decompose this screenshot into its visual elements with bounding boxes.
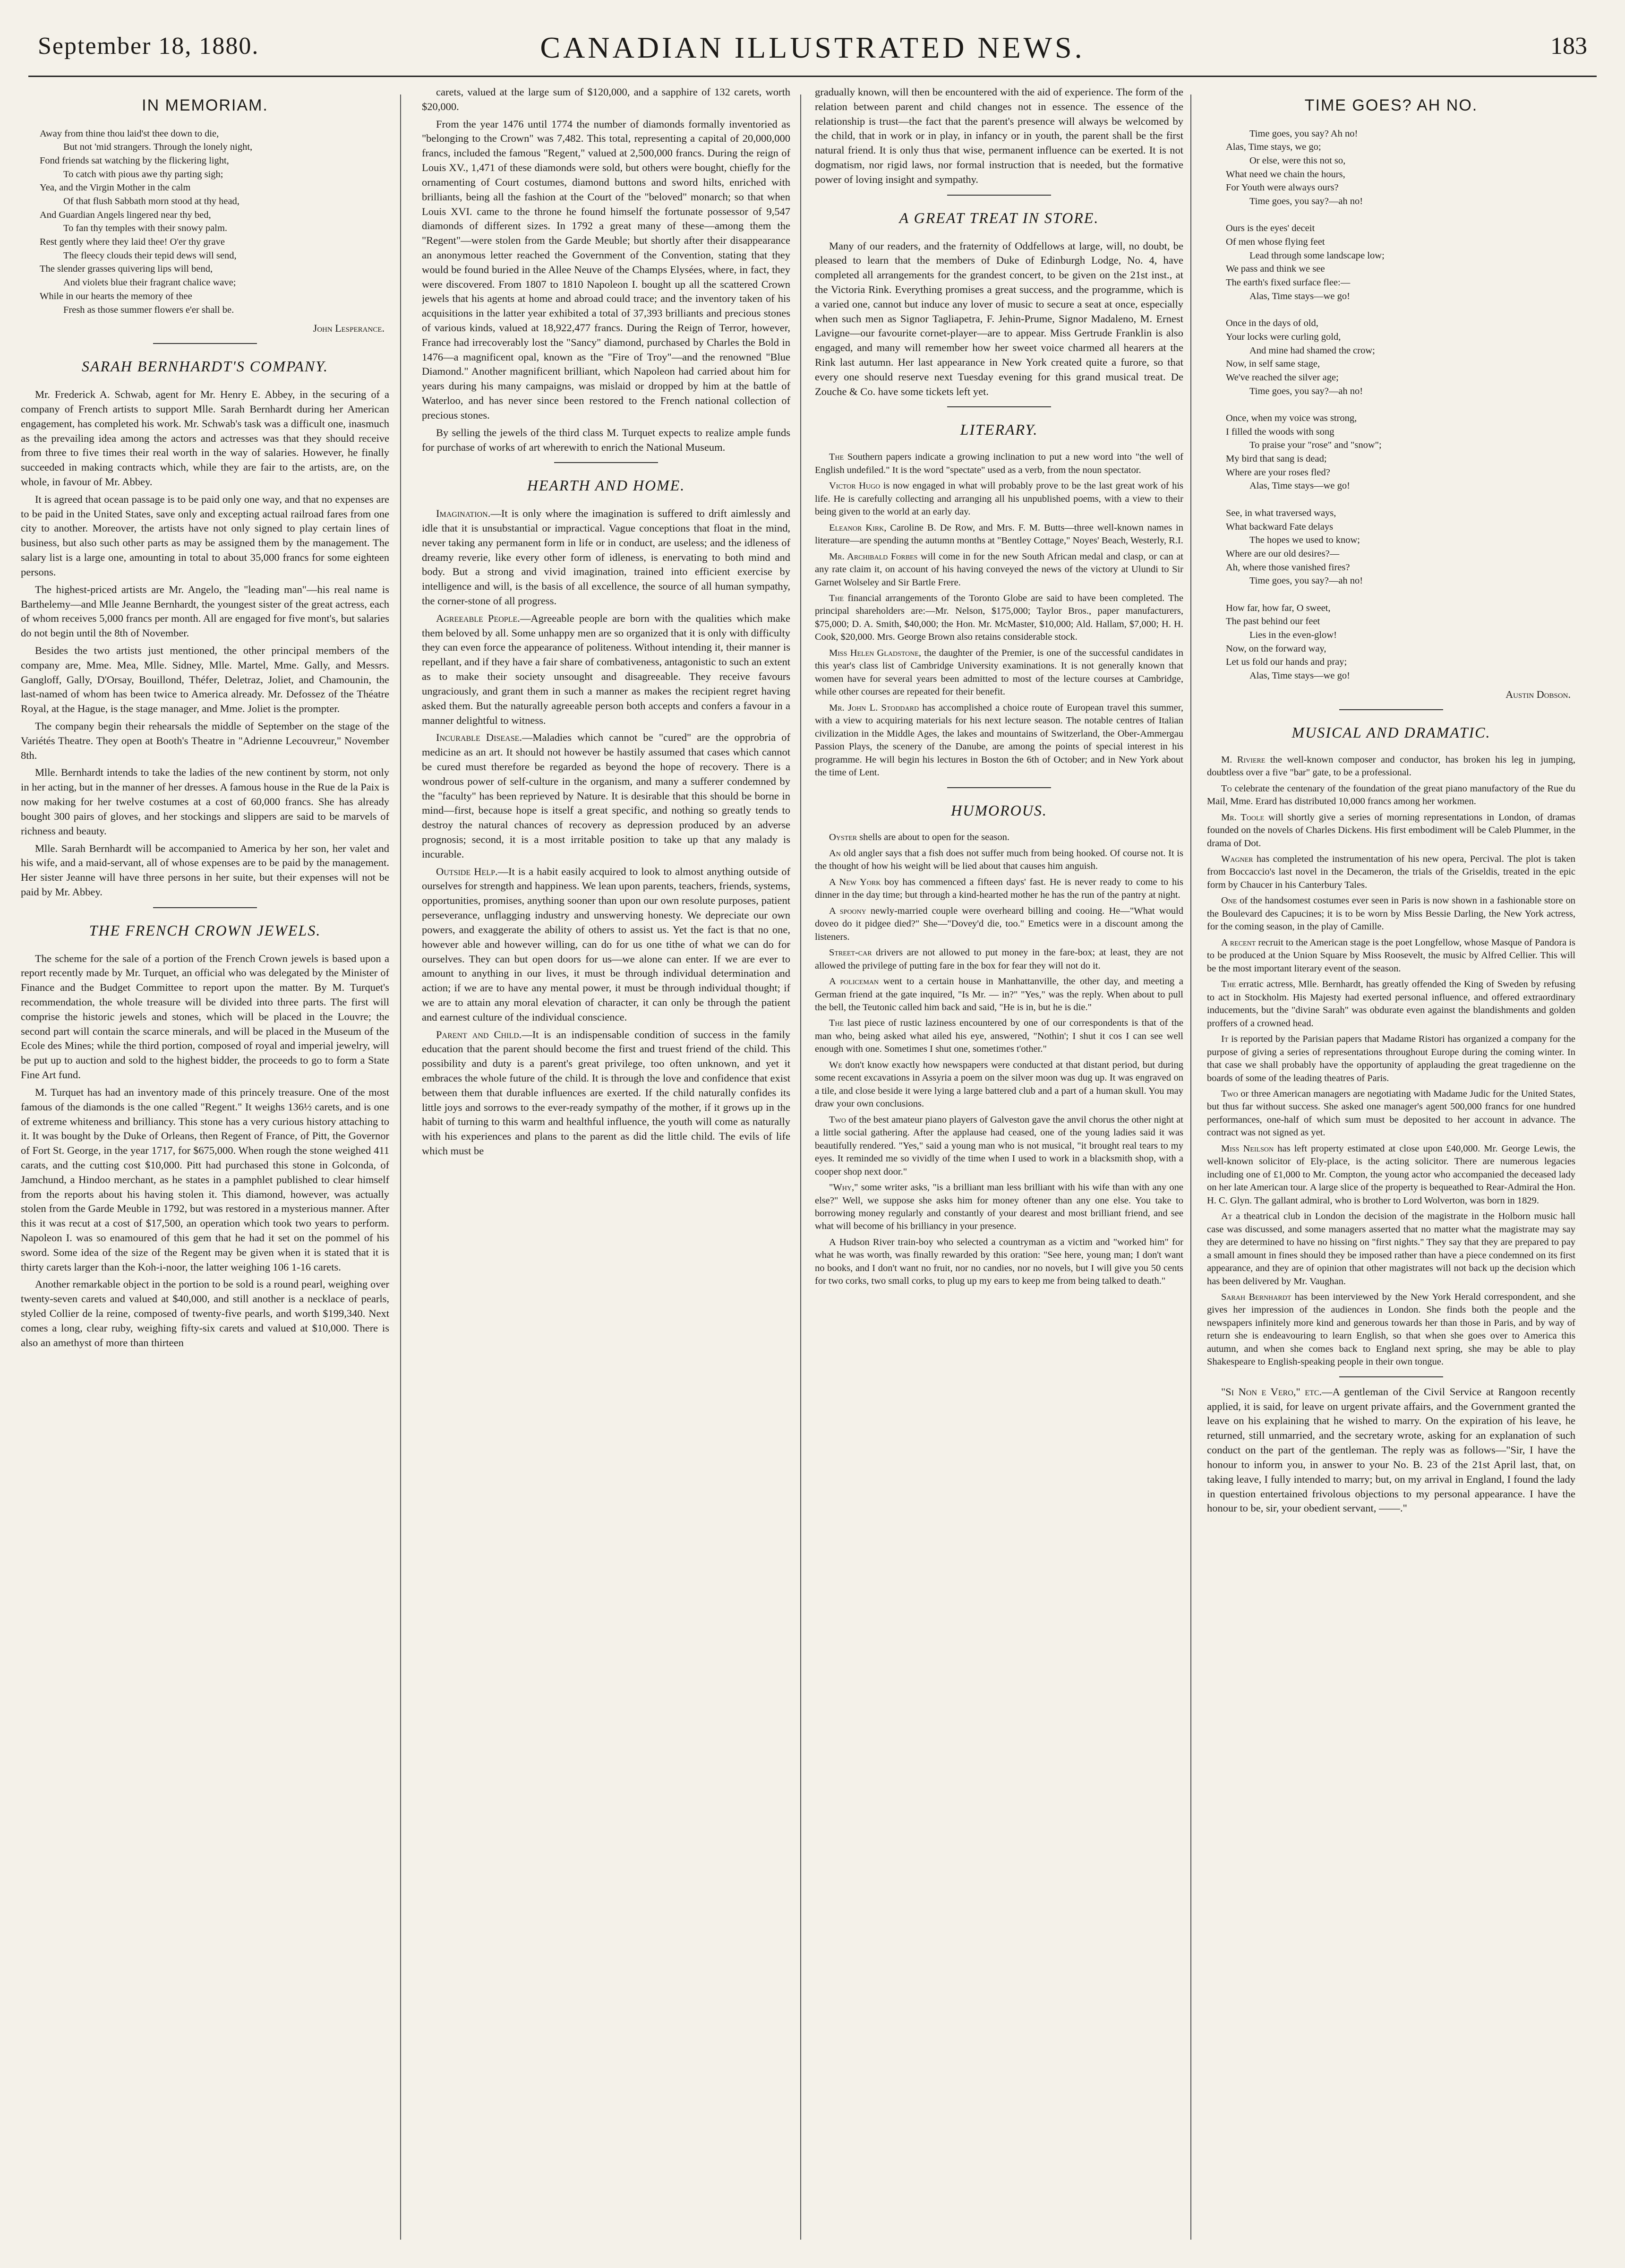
paragraph-text: newly-married couple were overheard billing and cooing. He—"What would doveo do it pidgee died?" She—"Dovey'd die, too." Emetics were in a discount among the listeners.: [815, 905, 1183, 942]
poem-line: While in our hearts the memory of thee: [40, 291, 192, 301]
sarah-title: SARAH BERNHARDT'S COMPANY.: [82, 358, 328, 375]
hearth-title: HEARTH AND HOME.: [527, 477, 685, 494]
poem-line: Time goes, you say?—ah no!: [1249, 576, 1363, 586]
paragraph-text: —A gentleman of the Civil Service at Rangoon recently applied, it is said, for leave on urgent private affairs, and the Government granted the leave on his explaining that he wished to marry. On the expiration of his leave, he returned, still unmarried, and the secretary wrote, asking for an explanation of such conduct on the part of the gentleman. The reply was as follows—"Sir, I have the honour to inform you, in answer to your No. B. 23 of the 21st April last, that, on taking leave, I fully intended to marry; but, on my arrival in England, I found the lady in question entertained frivolous objections to my personal appearance. I have the honour to be, sir, your obedient servant, ——.": [1207, 1385, 1575, 1514]
poem-line: The past behind our feet: [1226, 616, 1320, 627]
paragraph-lead: Two: [1221, 1088, 1238, 1099]
poem-line: [1226, 398, 1575, 412]
paragraph: [815, 451, 1183, 477]
poem-line: What need we chain the hours,: [1226, 169, 1345, 180]
paragraph-lead: "Why,": [829, 1182, 858, 1193]
literary-article: [815, 451, 1183, 779]
paragraph-lead: Victor Hugo: [829, 481, 881, 491]
paragraph-lead: Imagination.: [436, 507, 491, 520]
poem-line: Where are your roses fled?: [1226, 467, 1330, 478]
section-rule: [1339, 1376, 1443, 1377]
time-goes-poem: [1226, 127, 1575, 683]
paragraph-text: some writer asks, "is a brilliant man less brilliant with his wife than with any one else?" Well, we suppose she asks him for money oftener than any one else. You take to borrowing money regularly and constantly of your dearest and most brilliant friend, and see what will become of his brilliancy in your presence.: [815, 1182, 1183, 1232]
poem-line: Your locks were curling gold,: [1226, 331, 1341, 342]
literary-title: LITERARY.: [960, 421, 1038, 438]
paragraph: By selling the jewels of the third class M. Turquet expects to realize ample funds for purchase of works of art wherewith to enrich the National Museum.: [422, 426, 790, 453]
paragraph: [1207, 936, 1575, 975]
paragraph-text: the well-known composer and conductor, has broken his leg in jumping, doubtless over a five "bar" gate, to be a professional.: [1207, 754, 1575, 778]
memoriam-poem: [40, 127, 389, 317]
poem-line: Alas, Time stays, we go;: [1226, 142, 1321, 153]
paragraph: [815, 1181, 1183, 1233]
paragraph: Another remarkable object in the portion to be sold is a round pearl, weighing over twenty-seven carets and valued at $40,000, and still another is a necklace of pearls, styled Collier de la reine, composed of twenty-five pearls, and worth $199,340. Next comes a long, clear ruby, weighing fifty-six carets and valued at $10,000. There is also an amethyst of more than thirteen: [21, 1278, 389, 1349]
paragraph-lead: A New York: [829, 876, 881, 887]
poem-line: My bird that sang is dead;: [1226, 454, 1327, 464]
humorous-article: [815, 831, 1183, 1288]
jewels-continued: [422, 85, 790, 455]
paragraph-text: Southern papers indicate a growing inclination to put a new word into "the well of English undefiled." It is the word "spectate" used as a verb, from the noun spectator.: [815, 452, 1183, 475]
section-rule: [1339, 709, 1443, 710]
paragraph-lead: Street-car: [829, 947, 872, 958]
poem-line: We pass and think we see: [1226, 264, 1325, 275]
poem-line: How far, how far, O sweet,: [1226, 602, 1331, 613]
paragraph-text: of the handsomest costumes ever seen in Paris is now shown in a fashionable store on the Boulevard des Capucines; it is to be worn by Miss Bessie Darling, the New York actress, for the coming season, in the play of Camille.: [1207, 895, 1575, 932]
poem-line: Or else, were this not so,: [1249, 155, 1346, 166]
column-rule: [1190, 94, 1191, 2240]
paragraph-lead: Eleanor Kirk,: [829, 522, 887, 533]
poem-line: The slender grasses quivering lips will bend,: [40, 264, 213, 275]
poem-line: The fleecy clouds their tepid dews will send,: [63, 250, 237, 261]
paragraph-text: shells are about to open for the season.: [857, 832, 1009, 843]
paragraph-lead: Sarah Bernhardt: [1221, 1292, 1291, 1302]
poem-line: See, in what traversed ways,: [1226, 507, 1336, 518]
paragraph: [422, 865, 790, 1025]
paragraph-text: a theatrical club in London the decision of the magistrate in the Holborn music hall case was discussed, and some managers asserted that no matter what the magistrate may say they are determined to have no hissing on "first nights." They say that they are prepared to pay a small amount in fines should they be imposed rather than have a piece condemned on its first appearance, and they are of opinion that other magistrates will not back up the decision which has been delivered by Mr. Vaughan.: [1207, 1211, 1575, 1287]
paragraph: [815, 946, 1183, 972]
paragraph-lead: One: [1221, 895, 1237, 906]
paragraph: [1207, 754, 1575, 780]
paragraph: [815, 1114, 1183, 1178]
paragraph-lead: Incurable Disease.: [436, 731, 522, 744]
paragraph-text: —It is only where the imagination is suffered to drift aimlessly and idle that it is unsubstantial or impractical. Vague conceptions that float in the mind, never taking any permanent form in life or in conduct, are useless; and the idleness of dreamy reverie, like every other form of idleness, is enervating to both mind and body. But a strong and vivid imagination, trained into efficient exercise by intelligence and will, is the basis of all excellence, the source of all human sympathy, the corner-stone of all progress.: [422, 507, 790, 607]
paragraph: [1207, 894, 1575, 933]
paragraph: [422, 611, 790, 728]
poem-line: Fond friends sat watching by the flickering light,: [40, 155, 229, 166]
paragraph-lead: A spoony: [829, 905, 866, 916]
paragraph-text: erratic actress, Mlle. Bernhardt, has greatly offended the King of Sweden by refusing to act in Stockholm. His Majesty had exerted personal influence, and offered extraordinary inducements, but the "divine Sarah" was obdurate even against the blandishments and golden proffers of a crowned head.: [1207, 979, 1575, 1029]
poem-line: And mine had shamed the crow;: [1249, 345, 1375, 356]
paragraph-lead: Agreeable People.: [436, 612, 520, 624]
newspaper-title: CANADIAN ILLUSTRATED NEWS.: [540, 31, 1085, 64]
paragraph-lead: Miss Neilson: [1221, 1143, 1274, 1154]
paragraph: From the year 1476 until 1774 the number of diamonds formally inventoried as "belonging to the Crown" was 7,482. This total, representing a capital of 20,000,000 francs, included the famous "Regent," valued at 2,500,000 francs. During the reign of Louis XV., 1,471 of these diamonds were sold, but others were bought, chiefly for the ornamenting of Court costumes, diamond buttons and sword hilts, enriched with brilliants, being all the fashion at the Court of the "beloved" monarch; so that when Louis XVI. came to the throne he found himself the fortunate possessor of 9,547 diamonds of different sizes. In 1792 a great many of these—among them the "Regent"—were stolen from the Garde Meuble; but shortly after their disappearance an anonymous letter reached the Government of the Convention, stating that they would be found buried in the Allee Neuve of the Champs Elysées, where, in fact, they were discovered. From 1807 to 1810 Napoleon I. bought up all the scattered Crown jewels that his agents at home and abroad could trace; and the inventory taken of his acquisitions in the latter year exhibited a total of 37,393 brilliants and precious stones of various kinds, valued at 18,922,477 francs. During the Reign of Terror, however, France had irrecoverably lost the "Sancy" diamond, purchased by Charles the Bold in 1476—a magnificent opal, known as the "Fire of Troy"—and the renowned "Blue Diamond." Another magnificent brilliant, which Napoleon had carried about him for years during his many campaigns, was mislaid or dropped by him at the battle of Waterloo, and has never since been restored to the French national collection of precious stones.: [422, 118, 790, 421]
paragraph: Many of our readers, and the fraternity of Oddfellows at large, will, no doubt, be pleased to learn that the members of Duke of Edinburgh Lodge, No. 4, have completed all arrangements for the grandest concert, to be given on the 21st inst., at the Victoria Rink. Everything promises a great success, and the programme, which is a varied one, cannot but induce any lover of music to secure a seat at once, especially when such men as Signor Tagliapetra, F. Jehin-Prume, Signor Madaleno, M. Ernest Lavigne—our favourite cornet-player—are to appear. Miss Gertrude Franklin is also engaged, and many will remember how her sweet voice charmed all hearers at the Rink last autumn. Her last appearance in New York created quite a furore, so that every one should reserve next Tuesday evening for this grand musical treat. De Zouche & Co. have some tickets left yet.: [815, 240, 1183, 397]
poem-line: Of men whose flying feet: [1226, 237, 1325, 248]
paragraph-text: is now engaged in what will probably prove to be the last great work of his life. He is carefully collecting and arranging all his unpublished poems, with a view to their being given to the world at an early day.: [815, 481, 1183, 517]
column-rule: [400, 94, 401, 2240]
masthead: [19, 9, 1606, 66]
poem-line: Lies in the even-glow!: [1249, 630, 1337, 641]
paragraph-lead: Mr. Toole: [1221, 812, 1265, 823]
paragraph: The scheme for the sale of a portion of the French Crown jewels is based upon a report recently made by Mr. Turquet, an official who was delegated by the Minister of Finance and the Budget Committee to report upon the matter. By M. Turquet's recommendation, the whole treasure will be divided into three parts. The first will comprise the historic jewels and stones, which will be placed in the Louvre; the second part will contain the scarce minerals, and will be placed in the Museum of the Ecole des Mines; while the third portion, composed of royal and imperial jewelry, will be put up to auction and sold to the highest bidder, the proceeds to go to form a State Fine Art fund.: [21, 952, 389, 1081]
humorous-title: HUMOROUS.: [951, 801, 1047, 819]
jewels-title: THE FRENCH CROWN JEWELS.: [89, 921, 321, 939]
column-4: [1207, 85, 1575, 2240]
poem-line: Alas, Time stays—we go!: [1249, 670, 1350, 681]
poem-line: Ah, where those vanished fires?: [1226, 562, 1350, 573]
paragraph-lead: To: [1221, 783, 1232, 794]
poem-line: We've reached the silver age;: [1226, 372, 1339, 383]
paragraph: carets, valued at the large sum of $120,000, and a sapphire of 132 carets, worth $20,000.: [422, 86, 790, 112]
poem-line: Rest gently where they laid thee! O'er thy grave: [40, 237, 225, 248]
paragraph: It is agreed that ocean passage is to be paid only one way, and that no expenses are to be paid in the United States, save only and excepting actual railroad fares from one city to another. Moreover, the artists have not only signed to play certain lines of business, but also such other parts as may be assigned them by the management. The salary list is a large one, amounting in total to about 35,000 francs for some eighteen persons.: [21, 493, 389, 578]
paragraph-text: has accomplished a choice route of European travel this summer, with a view to acquiring materials for his next lecture season. The notable centres of Italian civilization in the Middle Ages, the lakes and mountains of Switzerland, the Ober-Ammergau Passion Plays, the scenery of the Danube, are among the points of special interest in his programme. He will begin his lectures in Boston the 6th of October; and in New York about the time of Lent.: [815, 702, 1183, 778]
paragraph-text: Caroline B. De Row, and Mrs. F. M. Butts—three well-known names in literature—are spending the autumn months at "Bentley Cottage," Noyes' Beach, Westerly, R.I.: [815, 522, 1183, 546]
poem-line: [1226, 208, 1575, 222]
poem-line: Fresh as those summer flowers e'er shall be.: [63, 304, 234, 315]
section-rule: [947, 195, 1051, 196]
paragraph: [815, 831, 1183, 844]
paragraph: [815, 550, 1183, 589]
paragraph: [815, 975, 1183, 1014]
poem-line: The earth's fixed surface flee:—: [1226, 277, 1351, 288]
musical-title: MUSICAL AND DRAMATIC.: [1291, 723, 1491, 741]
paragraph: [1207, 782, 1575, 808]
paragraph: [1207, 1088, 1575, 1140]
page-number: 183: [1550, 33, 1587, 60]
paragraph-lead: M. Riviere: [1221, 754, 1266, 765]
poem-line: Of that flush Sabbath morn stood at thy head,: [63, 196, 239, 207]
paragraph-text: the daughter of the Premier, is one of the successful candidates in this year's class list of Cambridge University examinations. It is not generally known that women have for several years been admitted to most of the lecture courses at Cambridge, while other courses are repeated for their benefit.: [815, 647, 1183, 697]
poem-line: Time goes, you say?—ah no!: [1249, 196, 1363, 207]
paragraph-lead: At: [1221, 1211, 1232, 1222]
paragraph: [422, 1028, 790, 1159]
paragraph: Mlle. Sarah Bernhardt will be accompanied to America by her son, her valet and his wife, and a maid-servant, all of whose expenses are to be paid by the management. Her sister Jeanne will have three persons in her suite, but their expenses will not be paid by Mr. Abbey.: [21, 842, 389, 898]
poem-line: The hopes we used to know;: [1249, 535, 1360, 546]
paragraph: Mlle. Bernhardt intends to take the ladies of the new continent by storm, not only in her acting, but in the manner of her dresses. A famous house in the Rue de la Paix is now making for her twelve costumes at a cost of 60,000 francs. She has already bought 300 pairs of gloves, and her stockings and slippers are said to be marvels of richness and beauty.: [21, 766, 389, 837]
poem-line: [1226, 493, 1575, 507]
issue-date: September 18, 1880.: [38, 33, 259, 60]
paragraph-lead: The: [1221, 979, 1236, 990]
poem-line: And violets blue their fragrant chalice wave;: [63, 277, 236, 288]
header-rule: [28, 76, 1597, 77]
paragraph: The company begin their rehearsals the middle of September on the stage of the Variétés Theatre. They open at Booth's Theatre in "Adrienne Lecouvreur," November 8th.: [21, 720, 389, 761]
section-rule: [554, 462, 658, 463]
poem-line: To catch with pious awe thy parting sigh;: [63, 169, 223, 180]
paragraph: [815, 522, 1183, 548]
paragraph-lead: Miss Helen Gladstone,: [829, 647, 922, 658]
paragraph-text: will come in for the new South African medal and clasp, or can at any rate claim it, on account of his having conveyed the news of the victory at Ulundi to Sir Garnet Wolseley and Sir Bartle Frere.: [815, 551, 1183, 588]
jewels-article: [21, 952, 389, 1350]
section-rule: [153, 343, 257, 344]
paragraph-lead: Oyster: [829, 832, 857, 843]
paragraph-text: of the best amateur piano players of Galveston gave the anvil chorus the other night at a little social gathering. After the applause had ceased, one of the young ladies said it was beautifully rendered. "Yes," said a young man who is not musical, "it brought real tears to my eyes. It reminded me so vividly of the time when I used to work in a blacksmith shop, with a cooper shop next door.": [815, 1114, 1183, 1177]
poem-line: To fan thy temples with their snowy palm.: [63, 223, 228, 234]
paragraph-text: recruit to the American stage is the poet Longfellow, whose Masque of Pandora is to be produced at the Union Square by Miss Roosevelt, the music by Alfred Cellier. This will be the most important literary event of the season.: [1207, 937, 1575, 974]
paragraph-text: has been interviewed by the New York Herald correspondent, and she gives her impression of the audiences in London. She finds both the people and the newspapers infinitely more kind and generous towards her than those in Paris, and by way of return she is endeavouring to learn English, so that when she goes over to America this autumn, and when she comes back to England next spring, she may be able to play Shakespeare to English-speaking people in their own tongue.: [1207, 1292, 1575, 1367]
paragraph-text: last piece of rustic laziness encountered by one of our correspondents is that of the man who, being asked what ailed his eye, answered, "Nothin'; I shut it cos I can see well enough with one. Sometimes I shut one, sometimes t'other.": [815, 1018, 1183, 1055]
section-rule: [947, 787, 1051, 788]
poem-line: Yea, and the Virgin Mother in the calm: [40, 182, 191, 193]
paragraph: [815, 1236, 1183, 1288]
paragraph: [1207, 1143, 1575, 1207]
column-2: [422, 85, 790, 2240]
paragraph: [1207, 853, 1575, 892]
paragraph-lead: An: [829, 848, 841, 859]
poem-line: Now, in self same stage,: [1226, 359, 1320, 369]
paragraph-text: don't know exactly how newspapers were conducted at that distant period, but during some recent excavations in Assyria a poem on the silver moon was dug up. It was engraved on a tile, and close beside it were lying a large battered club and a part of a human skull. You may draw your own conclusions.: [815, 1059, 1183, 1109]
paragraph-lead: Two: [829, 1114, 846, 1125]
paragraph-lead: Parent and Child.: [436, 1028, 522, 1040]
paragraph: [1207, 978, 1575, 1030]
paragraph-lead: A policeman: [829, 976, 879, 987]
paragraph: [815, 702, 1183, 780]
paragraph-text: celebrate the centenary of the foundation of the great piano manufactory of the Rue du Mail, Mme. Erard has distributed 10,000 francs among her workmen.: [1207, 783, 1575, 807]
paragraph-lead: It: [1221, 1034, 1229, 1045]
hearth-continued: gradually known, will then be encountered with the aid of experience. The form of the relation between parent and child changes not in essence. The essence of the relationship is trust—the fact that the parent's presence will always be welcomed by the child, that in work or in play, in infancy or in youth, the parent shall be the first natural friend. It is only thus that wise, permanent influence can be exerted. It is not dogmatism, nor rigid laws, nor formal instruction that is needed, but the formative power of loving insight and sympathy.: [815, 86, 1183, 185]
paragraph-lead: The: [829, 452, 844, 463]
paragraph-text: —Agreeable people are born with the qualities which make them beloved by all. Some unhappy men are so organized that it is only with difficulty they can even force the appearance of politeness. Without intending it, their manner is repellant, and if they have a fair share of combativeness, antagonistic to such an extent as to make their society unsought and disagreeable. They receive favours ungraciously, and grant them in such a manner as makes the recipient regret having asked them. But the naturally agreeable person both accepts and confers a favour in a manner delightful to witness.: [422, 612, 790, 726]
paragraph: [1207, 1210, 1575, 1288]
paragraph: [422, 730, 790, 861]
section-rule: [947, 406, 1051, 407]
memoriam-author: John Lesperance.: [313, 322, 385, 335]
paragraph-lead: Wagner: [1221, 854, 1253, 864]
column-rule: [800, 94, 801, 2240]
hearth-article: [422, 507, 790, 1159]
paragraph: [422, 507, 790, 609]
paragraph-lead: Outside Help.: [436, 865, 498, 877]
paragraph-lead: The: [829, 593, 844, 603]
poem-line: Time goes, you say? Ah no!: [1249, 128, 1358, 139]
paragraph-lead: A recent: [1221, 937, 1256, 948]
section-rule: [153, 907, 257, 908]
poem-line: Once in the days of old,: [1226, 318, 1318, 329]
paragraph: [815, 647, 1183, 699]
poem-line: Time goes, you say?—ah no!: [1249, 386, 1363, 396]
paragraph-lead: Mr. John L. Stoddard: [829, 702, 919, 713]
paragraph: [815, 1059, 1183, 1111]
paragraph-lead: A: [829, 1237, 836, 1247]
treat-title: A GREAT TREAT IN STORE.: [899, 209, 1099, 226]
paragraph-lead: The: [829, 1018, 844, 1029]
column-1: [21, 85, 389, 2240]
poem-line: To praise your "rose" and "snow";: [1249, 440, 1382, 451]
paragraph-lead: Mr. Archibald Forbes: [829, 551, 918, 562]
paragraph-text: —Maladies which cannot be "cured" are the opprobria of medicine as an art. It should not however be hastily assumed that cases which cannot be cured must therefore be regarded as beyond the hope of recovery. There is a wondrous power of self-culture in the organism, and many a sufferer condemned by the "faculty" has been reprieved by Nature. It is desirable that this should be borne in mind—first, because hope is itself a great specific, and nothing so greatly tends to destroy the natural chances of recovery as depression produced by an adverse prognosis; second, it is a most irritable position to take up that any malady is incurable.: [422, 731, 790, 860]
poem-line: I filled the woods with song: [1226, 426, 1334, 437]
poem-line: Alas, Time stays—we go!: [1249, 291, 1350, 301]
musical-article: [1207, 754, 1575, 1369]
paragraph: [815, 480, 1183, 518]
paragraph: Besides the two artists just mentioned, the other principal members of the company are, Mme. Mea, Mlle. Sidney, Mlle. Martel, Mme. Gally, and Messrs. Gangloff, Gally, D'Orsay, Bouillond, Théfer, Deletraz, Joliet, and Chamounin, the last-named of whom has been twice to America already. Mr. Defossez of the Théatre Royal, at the Hague, is the stage manager, and Mme. Joliet is the prompter.: [21, 644, 389, 715]
paragraph-lead: "Si Non e Vero," etc.: [1221, 1385, 1322, 1398]
poem-line: And Guardian Angels lingered near thy bed,: [40, 209, 211, 220]
paragraph-text: is reported by the Parisian papers that Madame Ristori has organized a company for the purpose of giving a series of representations throughout Europe during the coming winter. In that case we shall probably have the opportunity of applauding the great tragedienne on the boards of some of the leading theatres of Paris.: [1207, 1034, 1575, 1083]
paragraph: [1207, 1291, 1575, 1369]
paragraph: [815, 905, 1183, 944]
paragraph-lead: We: [829, 1059, 842, 1070]
paragraph: [815, 1017, 1183, 1056]
paragraph-text: financial arrangements of the Toronto Globe are said to have been completed. The principal shareholders are:—Mr. Nelson, $175,000; Taylor Bros., paper manufacturers, $75,000; D. A. Smith, $40,000; the Hon. Mr. McMaster, $10,000; Ald. Hallam, $7,000; H. H. Cook, $20,000. Mrs. George Brown also retains considerable stock.: [815, 593, 1183, 643]
paragraph: The highest-priced artists are Mr. Angelo, the "leading man"—his real name is Barthelemy—and Mlle Jeanne Bernhardt, the youngest sister of the great actress, each of whom receives 5,000 francs per month. All are engaged for five mont's, but salaries do not begin until the 8th of November.: [21, 583, 389, 639]
paragraph-text: old angler says that a fish does not suffer much from being hooked. Of course not. It is the thought of how his weight will be lied about that causes him anguish.: [815, 848, 1183, 872]
poem-line: Once, when my voice was strong,: [1226, 413, 1357, 424]
poem-line: [1226, 588, 1575, 601]
poem-line: Away from thine thou laid'st thee down to die,: [40, 128, 219, 139]
poem-line: But not 'mid strangers. Through the lonely night,: [63, 142, 253, 153]
paragraph-text: has completed the instrumentation of his new opera, Percival. The plot is taken from Boccaccio's last novel in the Decameron, the trials of the Griseldis, treated in the epic form by Chaucer in his Canterbury Tales.: [1207, 854, 1575, 890]
poem-line: Alas, Time stays—we go!: [1249, 481, 1350, 491]
paragraph-text: or three American managers are negotiating with Madame Judic for the United States, but thus far without success. She asked one manager's agent 500,000 francs for one hundred performances, one-half of which sum must be deposited to her account in advance. The contract was not signed as yet.: [1207, 1088, 1575, 1138]
sarah-article: [21, 387, 389, 900]
paragraph: [815, 592, 1183, 644]
time-goes-author: Austin Dobson.: [1505, 688, 1571, 700]
column-3: [815, 85, 1183, 2240]
paragraph-text: has left property estimated at close upon £40,000. Mr. George Lewis, the well-known solicitor of Ely-place, is the acting solicitor. There are numerous legacies including one of £1,000 to Mr. Compton, the young actor who accompanied the deceased lady on her late American tour. A large slice of the property is bequeathed to Rear-Admiral the Hon. H. C. Glyn. The gallant admiral, who is brother to Lord Wolverton, was born in 1829.: [1207, 1143, 1575, 1206]
paragraph-text: went to a certain house in Manhattanville, the other day, and meeting a German friend at the gate inquired, "Is Mr. — in?" "Yes," was the reply. When about to pull the bell, the Teutonic called him back and said, "He is in, but he is die.": [815, 976, 1183, 1013]
paragraph: [815, 876, 1183, 902]
poem-line: Where are our old desires?—: [1226, 548, 1340, 559]
paragraph: [1207, 1385, 1575, 1516]
paragraph: Mr. Frederick A. Schwab, agent for Mr. Henry E. Abbey, in the securing of a company of French artists to support Mlle. Sarah Bernhardt during her American engagement, has completed his work. Mr. Schwab's task was a difficult one, inasmuch as the prevailing idea among the actors and actresses was that they should receive from three to five times their real worth in the way of salaries. However, he finally succeeded in making contracts which, while they are fair to the artists, are, on the whole, in favour of Mr. Abbey.: [21, 388, 389, 488]
poem-line: Lead through some landscape low;: [1249, 250, 1385, 261]
poem-line: Ours is the eyes' deceit: [1226, 223, 1315, 234]
paragraph: M. Turquet has had an inventory made of this princely treasure. One of the most famous of the diamonds is the one called "Regent." It weighs 136½ carets, and is one of extreme whiteness and brilliancy. This stone has a very curious history attaching to it. It was bought by the Duke of Orleans, then Regent of France, of Pitt, the Governor of Fort St. George, in the year 1717, for $675,000. When rough the stone weighed 411 carats, and the cutting cost $10,000. Pitt had purchased this stone in Golconda, of Jamchund, a Hindoo merchant, as he states in a pamphlet published to clear himself from the reports about his having stolen it. This diamond, however, was actually stolen from the Garde Meuble in 1792, but was restored in a mysterious manner. After this it was recut at a cost of $17,500, an operation which took two years to perform. Napoleon I. was so enamoured of this gem that he had it set on the pommel of his sword. Some idea of the size of the Regent may be given when it is stated that it is thirty carets larger than the Koh-i-noor, the latter weighing 106 1-16 carets.: [21, 1086, 389, 1273]
poem-line: [1226, 303, 1575, 317]
paragraph: [1207, 811, 1575, 850]
treat-article: [815, 239, 1183, 399]
time-goes-title: TIME GOES? AH NO.: [1304, 96, 1478, 114]
paragraph-text: —It is a habit easily acquired to look to almost anything outside of ourselves for strength and happiness. We lean upon parents, teachers, friends, systems, opportunities, promises, anything sooner than upon our own resolute purposes, patient perseverance, unflagging industry and unswerving honesty. We depreciate our own powers, and exaggerate the ability of others to assist us. Yet the fact is that no one, however able and however willing, can do for us one tithe of what we can do for ourselves. They can but open doors for us—we alone can enter. If we are ever to amount to anything in our lives, it must be through individual determination and action; if we are to have any mental power, it must be through individual thought; if we are to attain any moral elevation of character, it can only be through the patient and earnest culture of the individual conscience.: [422, 865, 790, 1023]
memoriam-title: IN MEMORIAM.: [142, 96, 268, 114]
paragraph: [1207, 1033, 1575, 1085]
poem-line: For Youth were always ours?: [1226, 182, 1339, 193]
paragraph: [815, 847, 1183, 873]
paragraph-text: will shortly give a series of morning representations in London, of dramas founded on the novels of Charles Dickens. His first embodiment will be Caleb Plummer, in the drama of Dot.: [1207, 812, 1575, 849]
paragraph-text: boy has commenced a fifteen days' fast. He is never ready to come to his dinner in the day time; but through a kind-hearted mother he has the run of the pantry at night.: [815, 876, 1183, 901]
poem-line: Let us fold our hands and pray;: [1226, 657, 1347, 668]
poem-line: Now, on the forward way,: [1226, 643, 1326, 654]
paragraph-text: Hudson River train-boy who selected a countryman as a victim and "worked him" for what he was worth, was finally rewarded by this oration: "See here, young man; I don't want no books, and I don't want no fruit, nor no candies, nor no novels, but I will give you 50 cents for two corks, two small corks, to plug up my ears to keep me from being talked to death.": [815, 1237, 1183, 1287]
paragraph-text: drivers are not allowed to put money in the fare-box; at least, they are not allowed the privilege of putting fare in the box for fear they will not do it.: [815, 947, 1183, 971]
poem-line: What backward Fate delays: [1226, 521, 1334, 532]
paragraph-text: —It is an indispensable condition of success in the family education that the parent should become the first and truest friend of the child. This possibility and duty is a parent's great privilege, too often unknown, and yet it embraces the whole future of the child. It is through the love and confidence that exist between them that durable influences are exerted. If the child naturally confides its little joys and sorrows to the ever-ready sympathy of the mother, if it grows up in the habit of turning to this warm and healthful influence, the youth will come as naturally with his experiences and plans to the parent as did the little child. The evils of life which must be: [422, 1028, 790, 1157]
nonevero-article: [1207, 1385, 1575, 1516]
